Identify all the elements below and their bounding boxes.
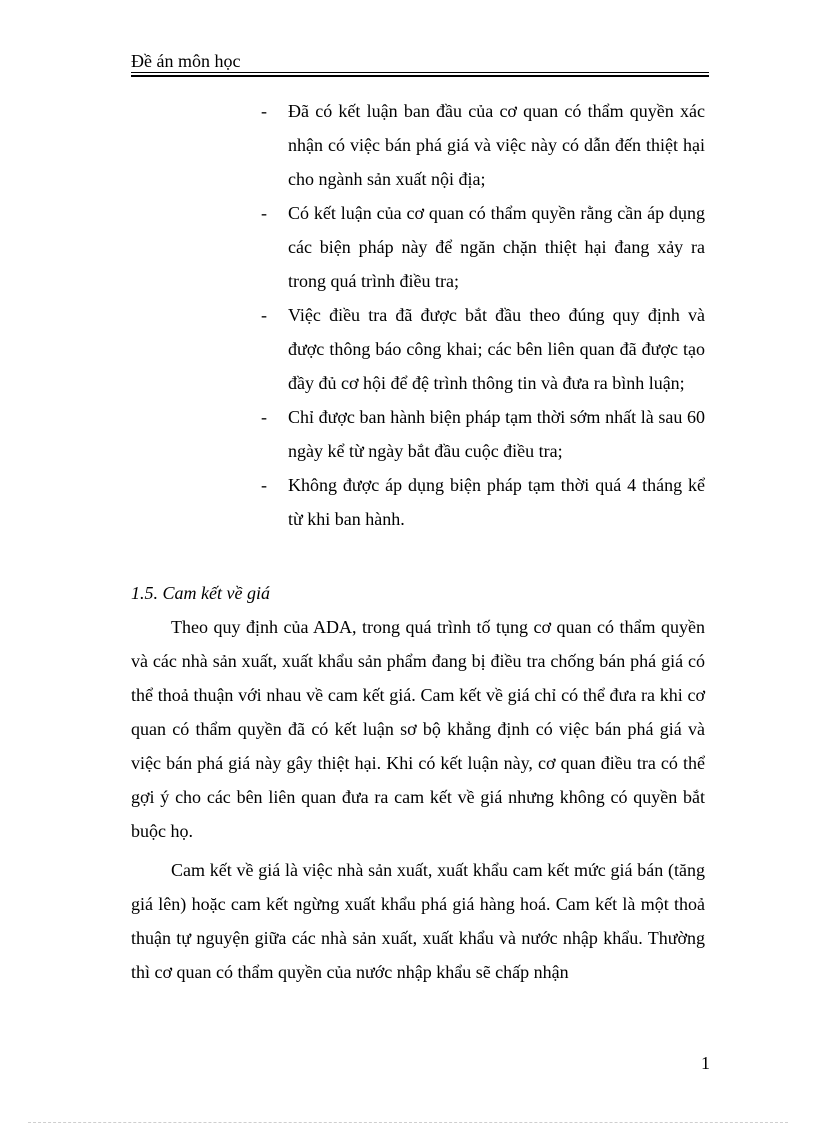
bullet-list (259, 94, 705, 536)
body-paragraph: Theo quy định của ADA, trong quá trình tố tụng cơ quan có thẩm quyền và các nhà sản xuất, xuất khẩu sản phẩm đang bị điều tra chống bán phá giá có thể thoả thuận với nhau về cam kết giá. Cam kết về giá chỉ có thể đưa ra khi cơ quan có thẩm quyền đã có kết luận sơ bộ khẳng định có việc bán phá giá và việc bán phá giá này gây thiệt hại. Khi có kết luận này, cơ quan điều tra có thể gợi ý cho các bên liên quan đưa ra cam kết về giá nhưng không có quyền bắt buộc họ. (131, 617, 705, 841)
bullet-dash: - (261, 203, 267, 223)
bullet-dash: - (261, 407, 267, 427)
bullet-item (259, 298, 705, 400)
bullet-dash: - (261, 305, 267, 325)
bullet-dash: - (261, 475, 267, 495)
bullet-item (259, 400, 705, 468)
bullet-item (259, 94, 705, 196)
bullet-text: Đã có kết luận ban đầu của cơ quan có thẩm quyền xác nhận có việc bán phá giá và việc này có dẫn đến thiệt hại cho ngành sản xuất nội địa; (288, 101, 705, 189)
bullet-text: Không được áp dụng biện pháp tạm thời quá 4 tháng kể từ khi ban hành. (288, 475, 705, 529)
bullet-text: Có kết luận của cơ quan có thẩm quyền rằng cần áp dụng các biện pháp này để ngăn chặn thiệt hại đang xảy ra trong quá trình điều tra; (288, 203, 705, 291)
section-heading: 1.5. Cam kết về giá (131, 583, 270, 603)
body-text (131, 610, 705, 994)
bullet-text: Chỉ được ban hành biện pháp tạm thời sớm nhất là sau 60 ngày kể từ ngày bắt đầu cuộc điều tra; (288, 407, 705, 461)
bullet-item (259, 468, 705, 536)
bullet-dash: - (261, 101, 267, 121)
bullet-item (259, 196, 705, 298)
bullet-text: Việc điều tra đã được bắt đầu theo đúng quy định và được thông báo công khai; các bên liên quan đã được tạo đầy đủ cơ hội để đệ trình thông tin và đưa ra bình luận; (288, 305, 705, 393)
page-number: 1 (701, 1053, 710, 1073)
header-rule-thin (131, 72, 709, 73)
body-paragraph: Cam kết về giá là việc nhà sản xuất, xuất khẩu cam kết mức giá bán (tăng giá lên) hoặc cam kết ngừng xuất khẩu phá giá hàng hoá. Cam kết là một thoả thuận tự nguyện giữa các nhà sản xuất, xuất khẩu và nước nhập khẩu. Thường thì cơ quan có thẩm quyền của nước nhập khẩu sẽ chấp nhận (131, 860, 705, 982)
header-rule-thick (131, 75, 709, 77)
page-header-title: Đề án môn học (131, 51, 241, 71)
